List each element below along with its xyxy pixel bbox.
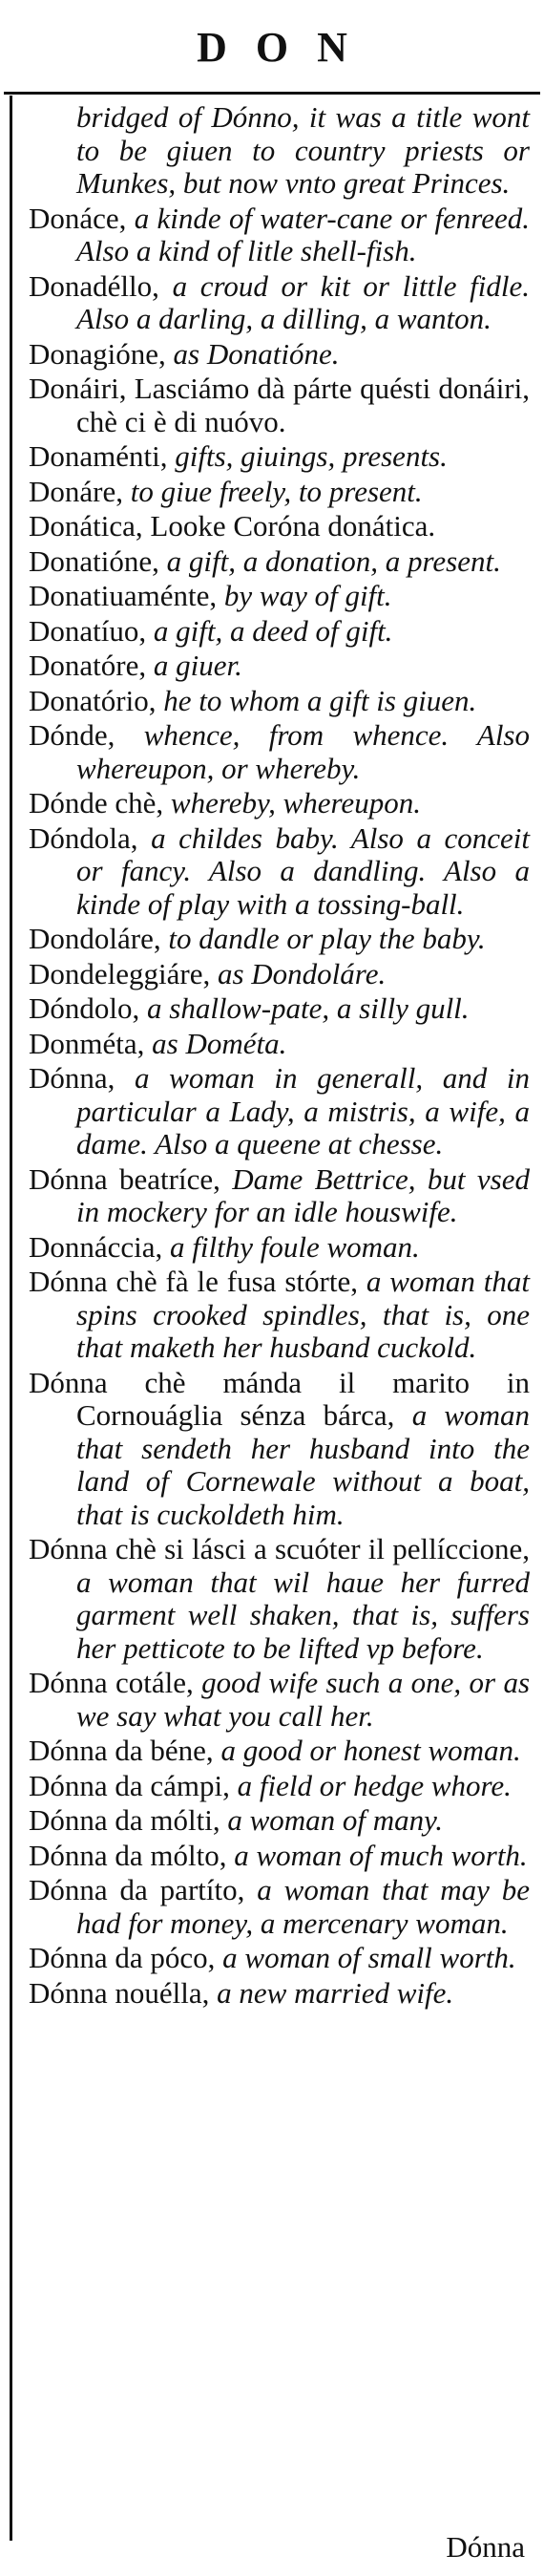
dictionary-entry <box>29 615 530 649</box>
headword: Donagióne, <box>29 336 166 371</box>
definition: as Donatióne. <box>173 336 340 371</box>
definition: a woman in generall, and in particular a Lady, a mistris, a wife, a dame. Also a queene at chesse. <box>76 1061 530 1160</box>
dictionary-entry <box>29 1062 530 1161</box>
dictionary-column <box>29 101 530 2012</box>
dictionary-entry <box>29 685 530 718</box>
definition: a croud or kit or little fidle. Also a darling, a dilling, a wanton. <box>76 268 530 335</box>
definition: a childes baby. Also a conceit or fancy. Also a dandling. Also a kinde of play with a tossing-ball. <box>76 820 531 921</box>
definition: Dame Bettrice, but vsed in mockery for an idle houswife. <box>76 1161 531 1228</box>
dictionary-entry <box>29 545 530 579</box>
definition: a giuer. <box>153 649 242 682</box>
definition: whereby, whereupon. <box>170 786 421 820</box>
definition: a woman that may be had for money, a mercenary woman. <box>76 1873 530 1940</box>
headword: Donatóre, <box>29 649 147 682</box>
running-head: DON <box>197 24 376 71</box>
headword: Donatíuo, <box>29 613 147 648</box>
dictionary-entry <box>29 649 530 683</box>
definition: as Dondoláre. <box>217 956 387 990</box>
dictionary-entry <box>29 958 530 991</box>
headword: Dónna da mólti, <box>29 1803 220 1837</box>
dictionary-entry <box>29 202 530 268</box>
dictionary-entry <box>29 580 530 613</box>
dictionary-entry <box>29 476 530 509</box>
headword: Dóndolo, <box>29 991 140 1025</box>
headword: Donatióne, <box>29 543 159 578</box>
headword: Donatório, <box>29 683 157 717</box>
header-rule <box>4 92 540 95</box>
headword: Dondeleggiáre, <box>29 956 211 990</box>
headword: Donatiuaménte, <box>29 579 218 612</box>
headword: Dónna da póco, <box>29 1941 216 1974</box>
headword: Dónna beatríce, <box>29 1161 220 1196</box>
definition: a woman that sendeth her husband into the land of Cornewale without a boat, that is cuckoldeth him. <box>76 1398 530 1531</box>
definition: a gift, a deed of gift. <box>153 613 393 648</box>
headword: Dónna da partíto, <box>29 1873 245 1906</box>
definition: he to whom a gift is giuen. <box>163 683 477 717</box>
definition: a woman of much worth. <box>234 1838 528 1872</box>
headword: Donáce, <box>29 201 127 235</box>
dictionary-entry <box>29 992 530 1026</box>
definition: a woman of many. <box>227 1803 443 1837</box>
dictionary-entry <box>29 1770 530 1803</box>
definition: bridged of Dónno, it was a title wont to be giuen to country priests or Munkes, but now vnto great Princes. <box>76 100 530 200</box>
headword: Donáiri, Lasciámo dà párte quésti donáiri, chè ci è di nuóvo. <box>29 372 530 438</box>
definition: a shallow-pate, a silly gull. <box>147 991 470 1025</box>
headword: Dónna chè fà le fusa stórte, <box>29 1265 358 1298</box>
headword: Dóndola, <box>29 820 138 855</box>
definition: to giue freely, to present. <box>130 474 423 508</box>
definition: to dandle or play the baby. <box>168 922 486 955</box>
headword: Dónna da mólto, <box>29 1838 227 1872</box>
dictionary-entry <box>29 1028 530 1061</box>
dictionary-entry <box>29 1163 530 1229</box>
definition: a woman that spins crooked spindles, that is, one that maketh her husband cuckold. <box>76 1265 531 1364</box>
dictionary-entry <box>29 1942 530 1975</box>
definition: whence, from whence. Also whereupon, or whereby. <box>76 718 530 785</box>
dictionary-entry <box>29 1266 530 1365</box>
definition: a woman of small worth. <box>222 1941 516 1974</box>
definition: a filthy foule woman. <box>170 1229 420 1264</box>
headword: Donadéllo, <box>29 268 159 303</box>
dictionary-entry <box>29 510 530 543</box>
dictionary-entry <box>29 1874 530 1940</box>
headword: Dónna nouélla, <box>29 1975 210 2010</box>
headword: Dónna chè mánda il marito in Cornouáglia sénza bárca, <box>29 1365 530 1432</box>
headword: Donática, Looke Coróna donática. <box>29 509 436 543</box>
dictionary-entry <box>29 1735 530 1768</box>
headword: Donáre, <box>29 474 123 508</box>
headword: Donnáccia, <box>29 1229 163 1264</box>
headword: Dónna da cámpi, <box>29 1768 230 1802</box>
dictionary-entry <box>29 1533 530 1665</box>
dictionary-entry <box>29 787 530 820</box>
headword: Dónna da béne, <box>29 1734 214 1767</box>
definition: a new married wife. <box>217 1975 454 2010</box>
definition: as Dométa. <box>152 1026 287 1060</box>
headword: Dónna chè si lásci a scuóter il pellíccione, <box>29 1532 530 1565</box>
headword: Donaménti, <box>29 439 168 473</box>
column-rule <box>10 96 12 2541</box>
dictionary-entry <box>29 1977 530 2011</box>
dictionary-entry <box>29 338 530 372</box>
dictionary-entry <box>29 923 530 956</box>
headword: Dondoláre, <box>29 922 161 955</box>
definition: a gift, a donation, a present. <box>166 543 501 578</box>
dictionary-entry <box>29 1804 530 1838</box>
definition: a kinde of water-cane or fenreed. Also a kind of litle shell-fish. <box>76 201 530 267</box>
dictionary-entry <box>29 1840 530 1873</box>
definition: a field or hedge whore. <box>237 1768 512 1802</box>
dictionary-entry <box>29 440 530 474</box>
dictionary-entry <box>29 1367 530 1532</box>
headword: Donméta, <box>29 1026 145 1060</box>
definition: by way of gift. <box>223 579 392 612</box>
headword: Dónna, <box>29 1061 115 1095</box>
definition: a woman that wil haue her furred garment well shaken, that is, suffers her petticote to be lifted vp before. <box>76 1565 530 1665</box>
definition: good wife such a one, or as we say what you call her. <box>76 1666 531 1733</box>
dictionary-entry <box>29 270 530 336</box>
headword: Dónna cotále, <box>29 1666 194 1699</box>
dictionary-entry <box>29 1231 530 1265</box>
dictionary-entry <box>29 373 530 438</box>
catchword: Dónna <box>446 2530 525 2564</box>
dictionary-entry <box>29 719 530 785</box>
dictionary-entry <box>29 1667 530 1733</box>
definition: gifts, giuings, presents. <box>175 439 448 473</box>
headword: Dónde chè, <box>29 786 164 820</box>
definition: a good or honest woman. <box>220 1734 521 1767</box>
dictionary-entry <box>29 822 530 922</box>
headword: Dónde, <box>29 718 115 752</box>
entry-continuation <box>29 101 530 201</box>
